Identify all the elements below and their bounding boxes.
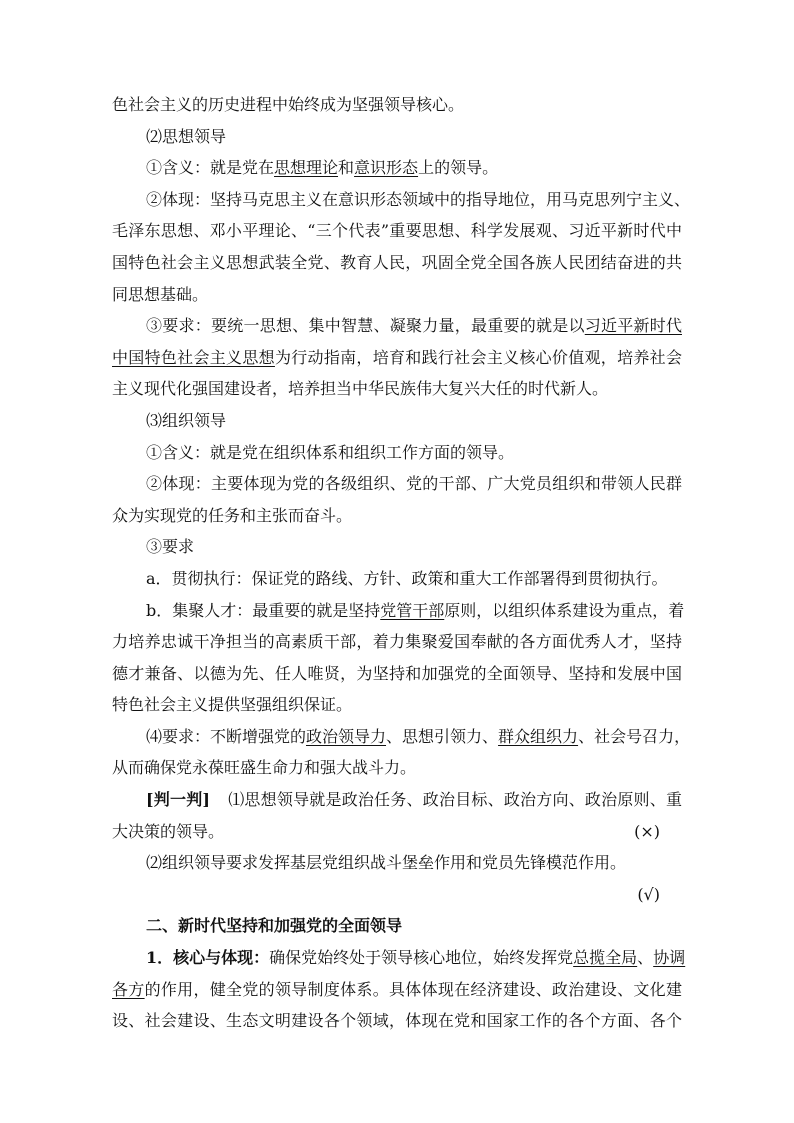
text-line: 主义现代化强国建设者，培养担当中华民族伟大复兴大任的时代新人。 [112,379,609,399]
answer-mark: (×) [634,821,660,841]
text-line: ①含义：就是党在思想理论和意识形态上的领导。 [146,158,499,178]
text-line: 从而确保党永葆旺盛生命力和强大战斗力。 [112,758,417,778]
underlined-term: 习近平新时代 [584,316,682,336]
text-line: ②体现：坚持马克思主义在意识形态领域中的指导地位，用马克思列宁主义、 [146,189,691,209]
underlined-term: 党管干部 [380,600,445,620]
text-line: 力培养忠诚干净担当的高素质干部，着力集聚爱国奉献的各方面优秀人才，坚持 [112,632,682,652]
text-line: ③要求 [146,537,195,557]
quiz-item-continued: 大决策的领导。 (×) [112,816,682,848]
section-title: 二、新时代坚持和加强党的全面领导 [146,916,403,936]
underlined-term: 协调 [653,948,686,968]
text-line: 毛泽东思想、邓小平理论、“三个代表”重要思想、科学发展观、习近平新时代中 [112,221,682,241]
text-line: 特色社会主义提供坚强组织保证。 [112,695,353,715]
text-line: ③要求：要统一思想、集中智慧、凝聚力量，最重要的就是以习近平新时代 [146,316,682,336]
text-line: 众为实现党的任务和主张而奋斗。 [112,505,353,525]
underlined-term: 中国特色社会主义思想 [112,347,275,367]
text-line: 设、社会建设、生态文明建设各个领域，体现在党和国家工作的各个方面、各个 [112,1011,682,1031]
underlined-term: 各方 [112,979,145,999]
answer-mark: (√) [637,884,660,904]
text-line: ①含义：就是党在组织体系和组织工作方面的领导。 [146,442,515,462]
text-line: ②体现：主要体现为党的各级组织、党的干部、广大党员组织和带领人民群 [146,474,682,494]
quiz-label: [判一判] [146,790,210,810]
quiz-item: ⑵组织领导要求发挥基层党组织战斗堡垒作用和党员先锋模范作用。 [146,853,627,873]
text-line: ⑷要求：不断增强党的政治领导力、思想引领力、群众组织力、社会号召力， [146,726,691,746]
underlined-term: 群众组织力 [498,726,579,746]
underlined-term: 总揽全局 [573,948,638,968]
text-line: a．贯彻执行：保证党的路线、方针、政策和重大工作部署得到贯彻执行。 [146,568,668,588]
underlined-term: 政治领导力 [306,726,387,746]
text-line: 中国特色社会主义思想为行动指南，培育和践行社会主义核心价值观，培养社会 [112,347,682,367]
text-line: 国特色社会主义思想武装全党、教育人民，巩固全党全国各族人民团结奋进的共 [112,252,682,272]
underlined-term: 意识形态 [354,158,419,178]
underlined-term: 思想理论 [274,158,339,178]
text-line: 同思想基础。 [112,284,209,304]
section-heading: ⑶组织领导 [146,410,227,430]
text-line: 德才兼备、以德为先、任人唯贤，为坚持和加强党的全面领导、坚持和发展中国 [112,663,682,683]
text-line: 1．核心与体现：确保党始终处于领导核心地位，始终发挥党总揽全局、协调 [146,948,686,968]
text-line: 各方的作用，健全党的领导制度体系。具体体现在经济建设、政治建设、文化建 [112,979,682,999]
text-line: 色社会主义的历史进程中始终成为坚强领导核心。 [112,95,465,114]
quiz-item: [判一判] ⑴思想领导就是政治任务、政治目标、政治方向、政治原则、重 [146,790,682,810]
text-line: b．集聚人才：最重要的就是坚持党管干部原则，以组织体系建设为重点，着 [146,600,685,620]
section-heading: ⑵思想领导 [146,126,227,146]
